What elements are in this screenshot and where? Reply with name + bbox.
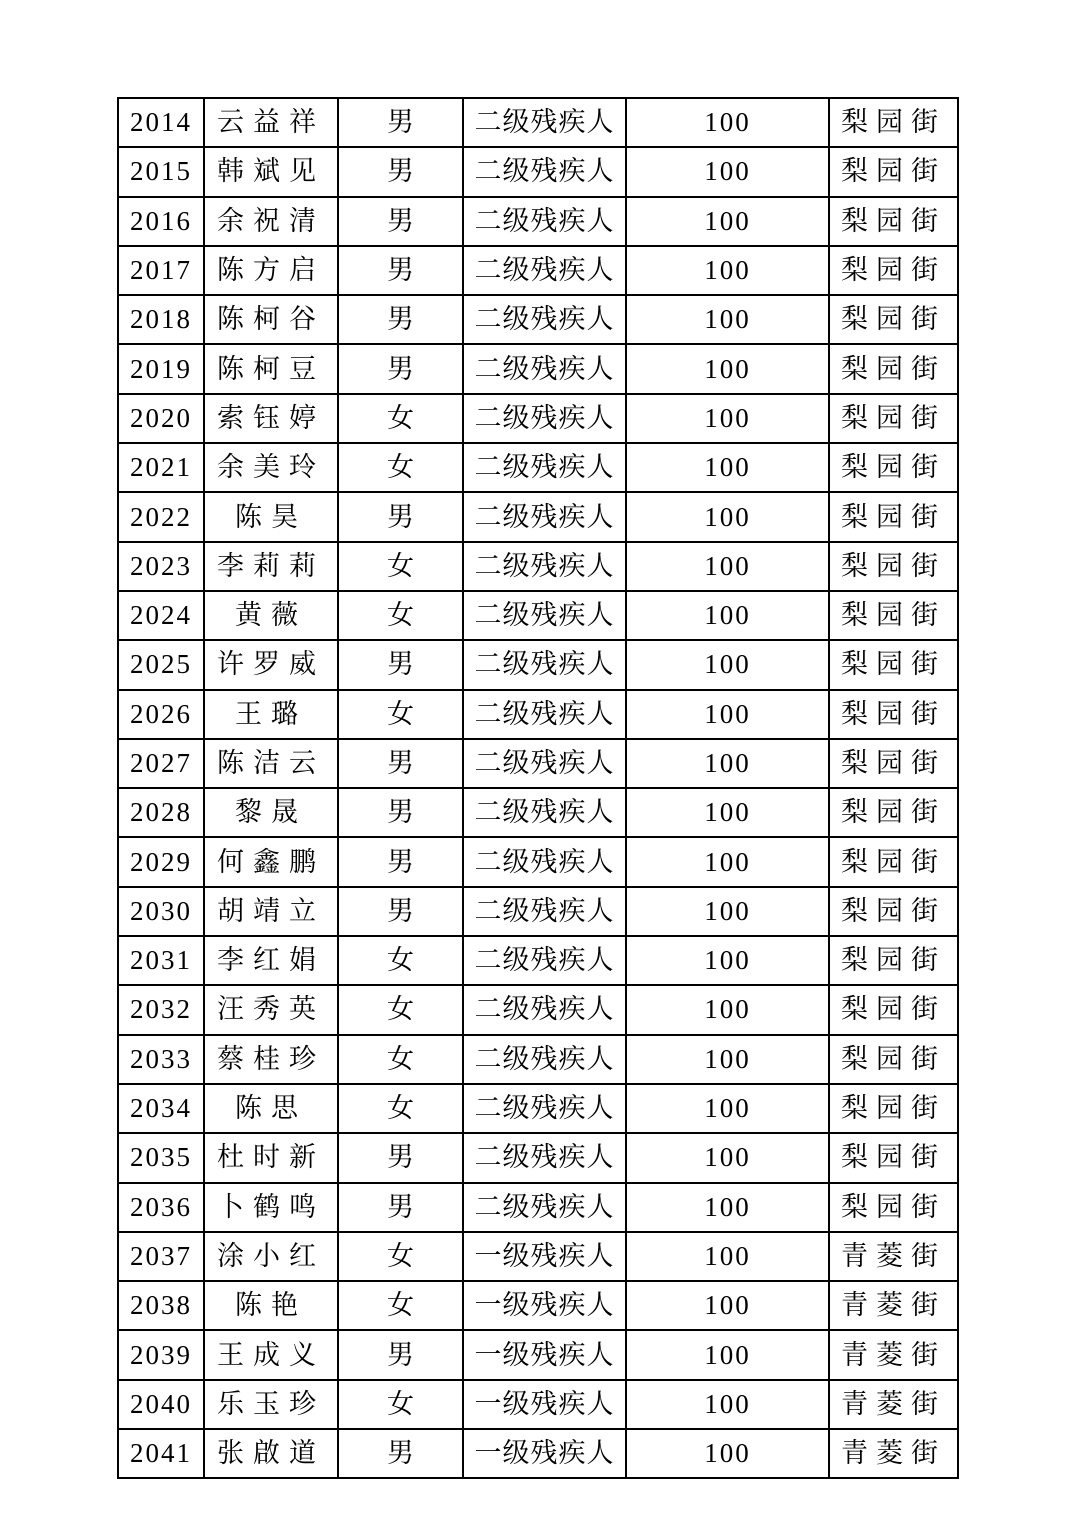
cell-id: 2020 xyxy=(118,394,204,443)
cell-street: 梨园街 xyxy=(829,640,958,689)
cell-name: 卜鹤鸣 xyxy=(204,1183,338,1232)
cell-street: 梨园街 xyxy=(829,936,958,985)
cell-amount: 100 xyxy=(626,985,829,1034)
cell-street: 青菱街 xyxy=(829,1330,958,1379)
cell-id: 2037 xyxy=(118,1232,204,1281)
table-row xyxy=(118,295,958,344)
cell-name: 胡靖立 xyxy=(204,887,338,936)
cell-gender: 男 xyxy=(338,1183,463,1232)
cell-street: 梨园街 xyxy=(829,492,958,541)
cell-name: 李红娟 xyxy=(204,936,338,985)
cell-street: 梨园街 xyxy=(829,1133,958,1182)
cell-name: 黎晟 xyxy=(204,788,338,837)
cell-id: 2014 xyxy=(118,98,204,147)
cell-amount: 100 xyxy=(626,640,829,689)
cell-id: 2025 xyxy=(118,640,204,689)
cell-street: 青菱街 xyxy=(829,1232,958,1281)
cell-street: 青菱街 xyxy=(829,1429,958,1478)
table-row xyxy=(118,1429,958,1478)
table-row xyxy=(118,640,958,689)
cell-street: 梨园街 xyxy=(829,788,958,837)
cell-category: 二级残疾人 xyxy=(463,147,626,196)
cell-name: 张啟道 xyxy=(204,1429,338,1478)
cell-gender: 男 xyxy=(338,197,463,246)
cell-category: 二级残疾人 xyxy=(463,936,626,985)
table-row xyxy=(118,1232,958,1281)
cell-amount: 100 xyxy=(626,344,829,393)
table-row xyxy=(118,690,958,739)
cell-amount: 100 xyxy=(626,1035,829,1084)
table-row xyxy=(118,788,958,837)
cell-street: 梨园街 xyxy=(829,985,958,1034)
cell-name: 汪秀英 xyxy=(204,985,338,1034)
cell-gender: 男 xyxy=(338,1429,463,1478)
cell-name: 云益祥 xyxy=(204,98,338,147)
cell-gender: 男 xyxy=(338,344,463,393)
cell-id: 2021 xyxy=(118,443,204,492)
table-row xyxy=(118,197,958,246)
cell-category: 二级残疾人 xyxy=(463,837,626,886)
cell-amount: 100 xyxy=(626,936,829,985)
cell-amount: 100 xyxy=(626,591,829,640)
cell-amount: 100 xyxy=(626,197,829,246)
cell-id: 2029 xyxy=(118,837,204,886)
cell-name: 陈昊 xyxy=(204,492,338,541)
cell-category: 一级残疾人 xyxy=(463,1380,626,1429)
cell-category: 二级残疾人 xyxy=(463,1183,626,1232)
cell-gender: 女 xyxy=(338,690,463,739)
cell-gender: 女 xyxy=(338,936,463,985)
cell-name: 黄薇 xyxy=(204,591,338,640)
table-row xyxy=(118,1281,958,1330)
cell-street: 梨园街 xyxy=(829,542,958,591)
cell-street: 梨园街 xyxy=(829,1183,958,1232)
table-row xyxy=(118,246,958,295)
cell-street: 梨园街 xyxy=(829,591,958,640)
cell-gender: 男 xyxy=(338,246,463,295)
table-row xyxy=(118,1330,958,1379)
cell-id: 2018 xyxy=(118,295,204,344)
cell-id: 2016 xyxy=(118,197,204,246)
cell-id: 2034 xyxy=(118,1084,204,1133)
cell-street: 梨园街 xyxy=(829,690,958,739)
table-row xyxy=(118,344,958,393)
table-row xyxy=(118,887,958,936)
cell-name: 杜时新 xyxy=(204,1133,338,1182)
cell-id: 2036 xyxy=(118,1183,204,1232)
table-row xyxy=(118,443,958,492)
cell-amount: 100 xyxy=(626,492,829,541)
cell-gender: 女 xyxy=(338,394,463,443)
cell-category: 二级残疾人 xyxy=(463,640,626,689)
cell-name: 陈洁云 xyxy=(204,739,338,788)
cell-street: 梨园街 xyxy=(829,1035,958,1084)
beneficiary-table xyxy=(117,97,959,1479)
cell-id: 2017 xyxy=(118,246,204,295)
table-row xyxy=(118,1035,958,1084)
cell-id: 2023 xyxy=(118,542,204,591)
cell-amount: 100 xyxy=(626,690,829,739)
cell-amount: 100 xyxy=(626,1133,829,1182)
cell-street: 梨园街 xyxy=(829,837,958,886)
cell-gender: 男 xyxy=(338,1133,463,1182)
cell-category: 二级残疾人 xyxy=(463,394,626,443)
cell-amount: 100 xyxy=(626,788,829,837)
cell-name: 陈思 xyxy=(204,1084,338,1133)
cell-gender: 男 xyxy=(338,492,463,541)
table-row xyxy=(118,936,958,985)
cell-gender: 男 xyxy=(338,788,463,837)
cell-street: 梨园街 xyxy=(829,887,958,936)
cell-gender: 男 xyxy=(338,739,463,788)
cell-category: 二级残疾人 xyxy=(463,542,626,591)
cell-name: 余祝清 xyxy=(204,197,338,246)
cell-street: 梨园街 xyxy=(829,443,958,492)
cell-amount: 100 xyxy=(626,98,829,147)
cell-gender: 男 xyxy=(338,887,463,936)
cell-category: 二级残疾人 xyxy=(463,887,626,936)
cell-gender: 女 xyxy=(338,1035,463,1084)
cell-category: 一级残疾人 xyxy=(463,1232,626,1281)
table-row xyxy=(118,1133,958,1182)
cell-street: 青菱街 xyxy=(829,1380,958,1429)
cell-name: 索钰婷 xyxy=(204,394,338,443)
table-row xyxy=(118,1084,958,1133)
cell-amount: 100 xyxy=(626,394,829,443)
table-row xyxy=(118,542,958,591)
cell-amount: 100 xyxy=(626,443,829,492)
cell-amount: 100 xyxy=(626,887,829,936)
table-row xyxy=(118,1183,958,1232)
cell-gender: 男 xyxy=(338,98,463,147)
cell-category: 二级残疾人 xyxy=(463,295,626,344)
cell-name: 李莉莉 xyxy=(204,542,338,591)
cell-id: 2041 xyxy=(118,1429,204,1478)
cell-gender: 男 xyxy=(338,1330,463,1379)
cell-amount: 100 xyxy=(626,147,829,196)
cell-category: 二级残疾人 xyxy=(463,246,626,295)
cell-amount: 100 xyxy=(626,1232,829,1281)
table-row xyxy=(118,394,958,443)
cell-street: 梨园街 xyxy=(829,344,958,393)
cell-category: 二级残疾人 xyxy=(463,1035,626,1084)
cell-category: 一级残疾人 xyxy=(463,1281,626,1330)
cell-name: 陈柯谷 xyxy=(204,295,338,344)
cell-id: 2039 xyxy=(118,1330,204,1379)
cell-street: 青菱街 xyxy=(829,1281,958,1330)
cell-category: 二级残疾人 xyxy=(463,1084,626,1133)
table-row xyxy=(118,591,958,640)
cell-category: 一级残疾人 xyxy=(463,1429,626,1478)
cell-gender: 女 xyxy=(338,1380,463,1429)
cell-gender: 女 xyxy=(338,1084,463,1133)
cell-gender: 男 xyxy=(338,640,463,689)
cell-amount: 100 xyxy=(626,1380,829,1429)
cell-gender: 男 xyxy=(338,295,463,344)
cell-id: 2026 xyxy=(118,690,204,739)
cell-category: 二级残疾人 xyxy=(463,739,626,788)
cell-id: 2024 xyxy=(118,591,204,640)
cell-name: 韩斌见 xyxy=(204,147,338,196)
cell-name: 何鑫鹏 xyxy=(204,837,338,886)
cell-street: 梨园街 xyxy=(829,1084,958,1133)
cell-street: 梨园街 xyxy=(829,295,958,344)
cell-amount: 100 xyxy=(626,246,829,295)
cell-amount: 100 xyxy=(626,1084,829,1133)
cell-street: 梨园街 xyxy=(829,98,958,147)
cell-category: 二级残疾人 xyxy=(463,788,626,837)
cell-amount: 100 xyxy=(626,295,829,344)
cell-amount: 100 xyxy=(626,837,829,886)
table-row xyxy=(118,985,958,1034)
cell-name: 陈艳 xyxy=(204,1281,338,1330)
cell-category: 二级残疾人 xyxy=(463,344,626,393)
table-row xyxy=(118,147,958,196)
cell-id: 2033 xyxy=(118,1035,204,1084)
cell-amount: 100 xyxy=(626,1330,829,1379)
cell-gender: 女 xyxy=(338,1281,463,1330)
cell-id: 2028 xyxy=(118,788,204,837)
cell-name: 余美玲 xyxy=(204,443,338,492)
cell-street: 梨园街 xyxy=(829,197,958,246)
table-row xyxy=(118,1380,958,1429)
cell-name: 陈柯豆 xyxy=(204,344,338,393)
cell-gender: 女 xyxy=(338,443,463,492)
cell-name: 蔡桂珍 xyxy=(204,1035,338,1084)
cell-name: 乐玉珍 xyxy=(204,1380,338,1429)
cell-category: 二级残疾人 xyxy=(463,1133,626,1182)
cell-street: 梨园街 xyxy=(829,246,958,295)
cell-id: 2038 xyxy=(118,1281,204,1330)
cell-category: 一级残疾人 xyxy=(463,1330,626,1379)
cell-street: 梨园街 xyxy=(829,147,958,196)
cell-category: 二级残疾人 xyxy=(463,690,626,739)
table-row xyxy=(118,492,958,541)
cell-category: 二级残疾人 xyxy=(463,443,626,492)
cell-street: 梨园街 xyxy=(829,739,958,788)
cell-id: 2040 xyxy=(118,1380,204,1429)
cell-category: 二级残疾人 xyxy=(463,98,626,147)
cell-amount: 100 xyxy=(626,1281,829,1330)
cell-gender: 女 xyxy=(338,985,463,1034)
cell-id: 2022 xyxy=(118,492,204,541)
table-body xyxy=(118,98,958,1478)
cell-amount: 100 xyxy=(626,542,829,591)
cell-id: 2030 xyxy=(118,887,204,936)
cell-gender: 男 xyxy=(338,837,463,886)
cell-category: 二级残疾人 xyxy=(463,591,626,640)
table-row xyxy=(118,837,958,886)
table-row xyxy=(118,739,958,788)
cell-name: 王成义 xyxy=(204,1330,338,1379)
cell-amount: 100 xyxy=(626,1429,829,1478)
table-row xyxy=(118,98,958,147)
cell-name: 王璐 xyxy=(204,690,338,739)
cell-gender: 女 xyxy=(338,542,463,591)
cell-gender: 女 xyxy=(338,591,463,640)
cell-gender: 男 xyxy=(338,147,463,196)
cell-id: 2027 xyxy=(118,739,204,788)
cell-category: 二级残疾人 xyxy=(463,492,626,541)
cell-gender: 女 xyxy=(338,1232,463,1281)
cell-id: 2032 xyxy=(118,985,204,1034)
cell-id: 2031 xyxy=(118,936,204,985)
cell-name: 陈方启 xyxy=(204,246,338,295)
cell-id: 2019 xyxy=(118,344,204,393)
cell-amount: 100 xyxy=(626,739,829,788)
cell-amount: 100 xyxy=(626,1183,829,1232)
cell-id: 2015 xyxy=(118,147,204,196)
cell-category: 二级残疾人 xyxy=(463,985,626,1034)
cell-id: 2035 xyxy=(118,1133,204,1182)
cell-street: 梨园街 xyxy=(829,394,958,443)
cell-name: 涂小红 xyxy=(204,1232,338,1281)
cell-name: 许罗威 xyxy=(204,640,338,689)
cell-category: 二级残疾人 xyxy=(463,197,626,246)
